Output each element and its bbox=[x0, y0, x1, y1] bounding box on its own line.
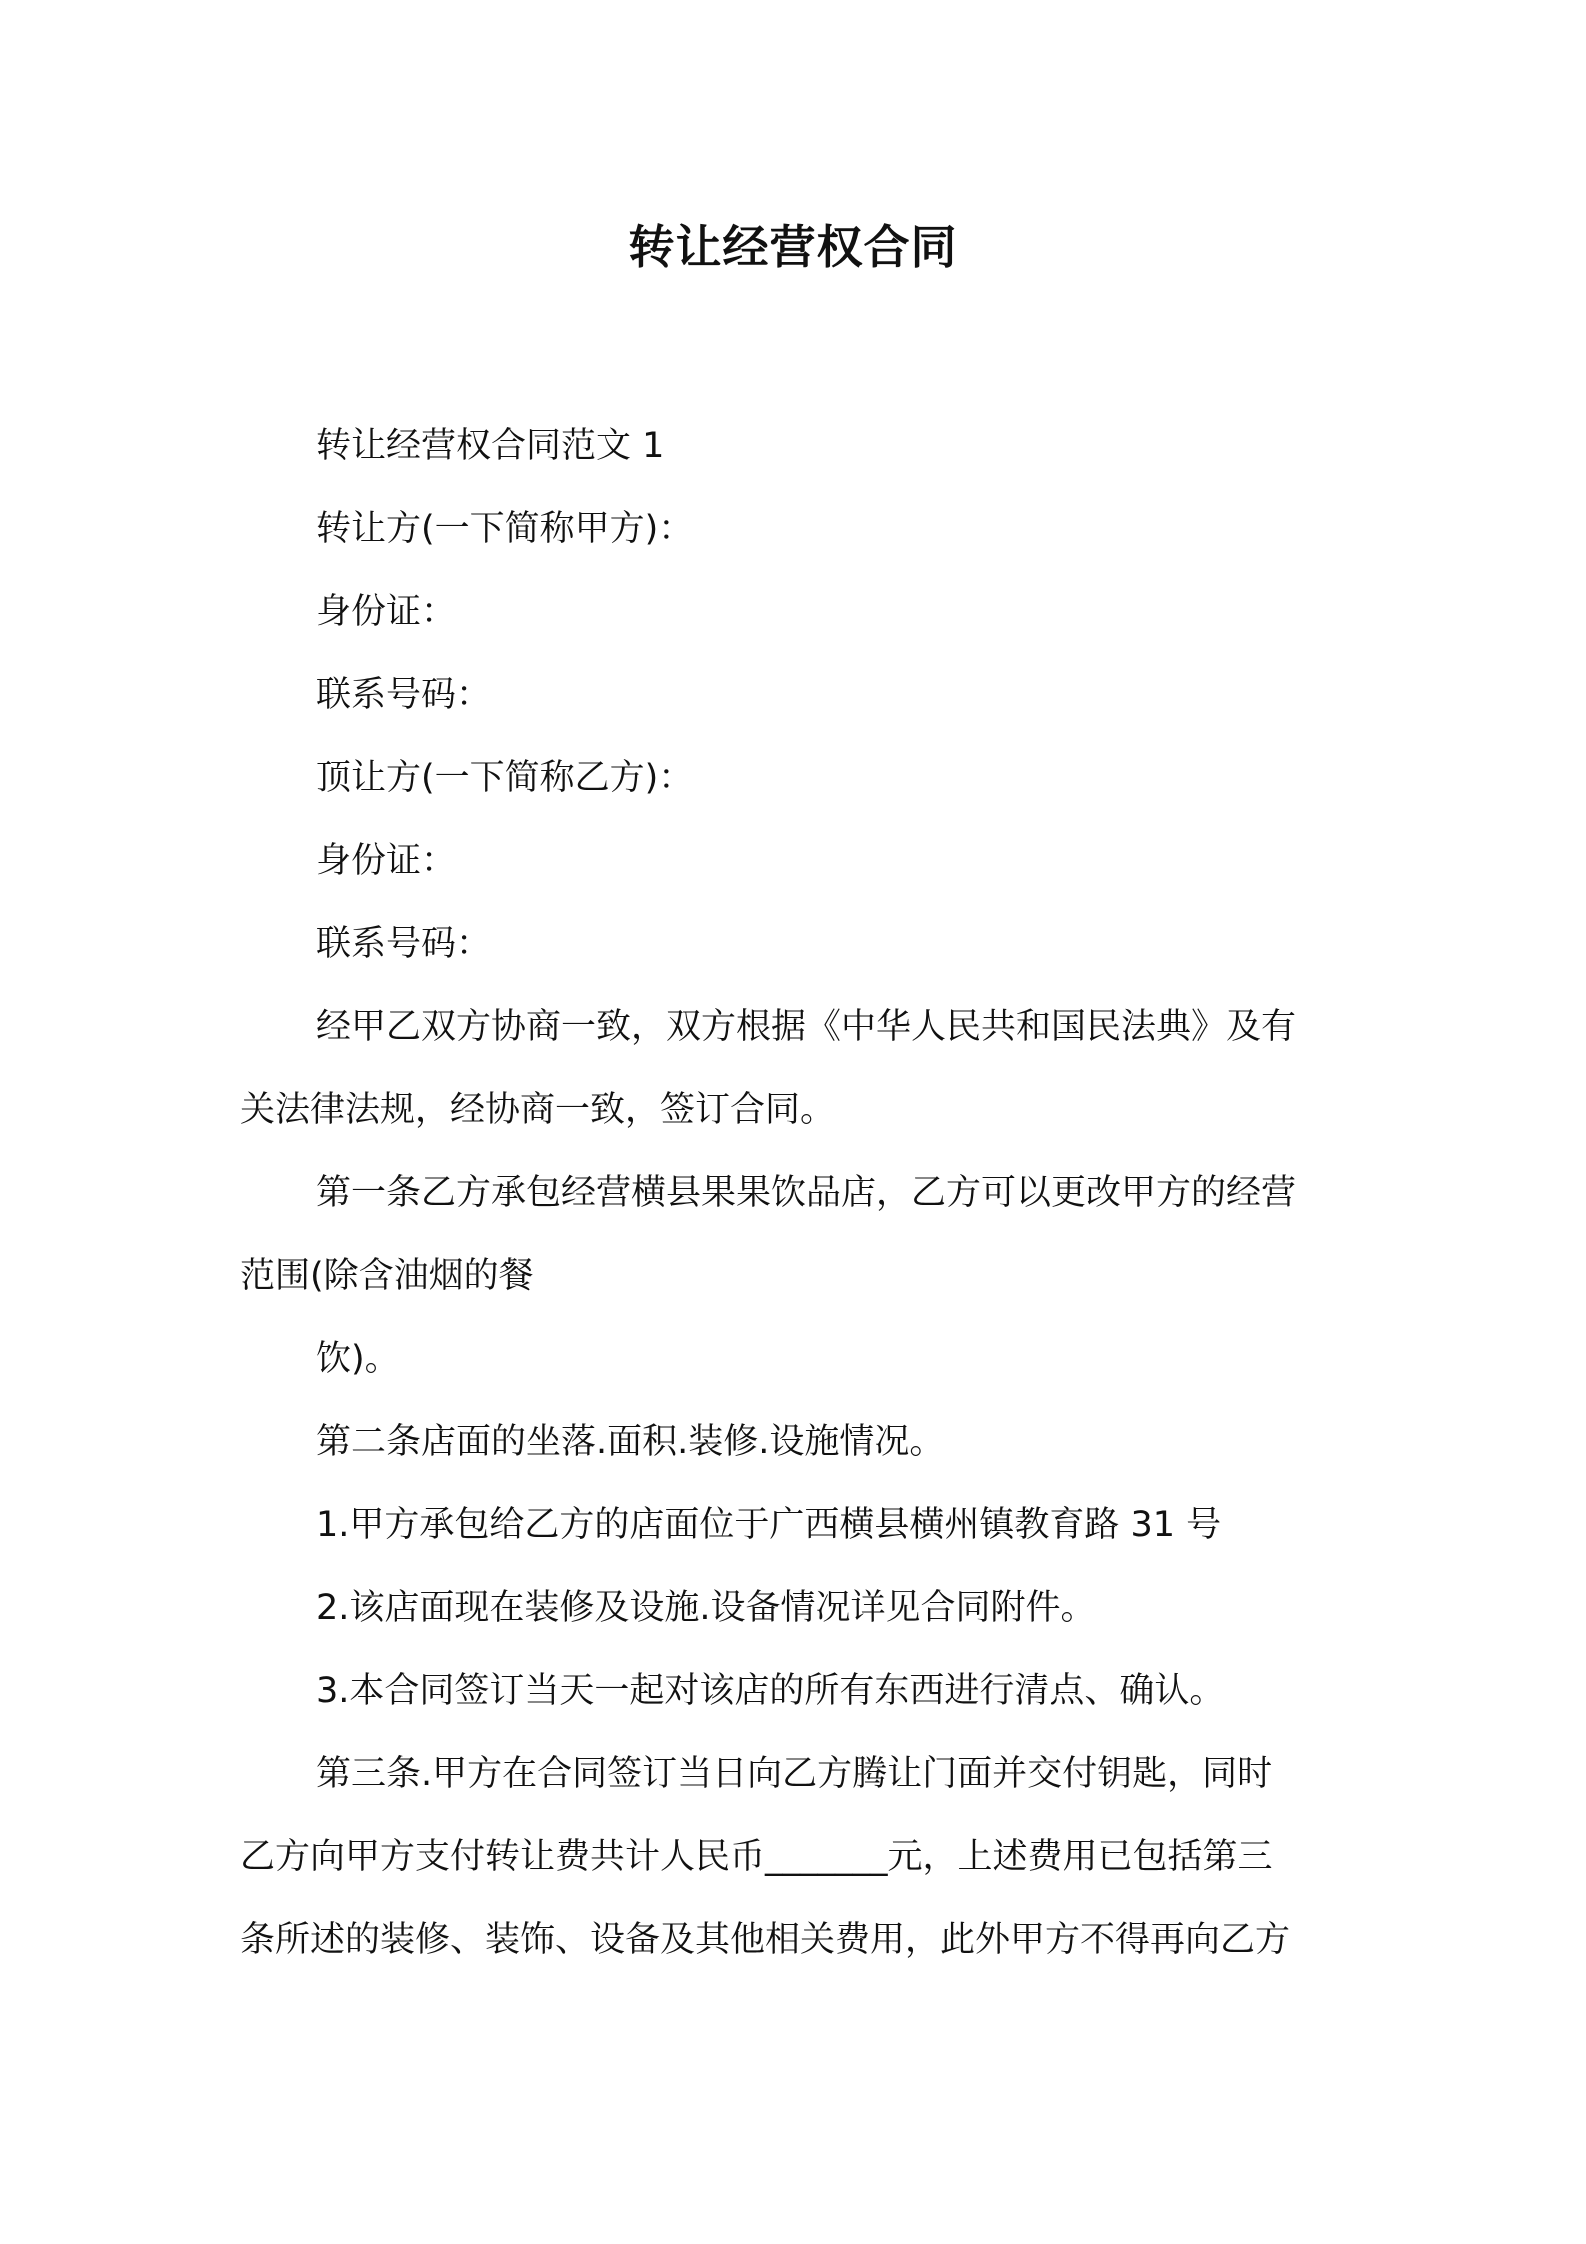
body-line: 第二条店面的坐落.面积.装修.设施情况。 bbox=[316, 1422, 945, 1462]
body-line: 身份证： bbox=[316, 841, 457, 881]
body-line: 顶让方(一下简称乙方)： bbox=[316, 758, 694, 798]
body-line: 第三条.甲方在合同签订当日向乙方腾让门面并交付钥匙，同时 bbox=[316, 1754, 1273, 1794]
body-line: 范围(除含油烟的餐 bbox=[240, 1256, 534, 1296]
document-body bbox=[240, 405, 1350, 1982]
body-line: 3.本合同签订当天一起对该店的所有东西进行清点、确认。 bbox=[316, 1671, 1225, 1711]
body-line: 乙方向甲方支付转让费共计人民币_______元，上述费用已包括第三 bbox=[240, 1837, 1273, 1877]
body-line: 转让经营权合同范文 1 bbox=[316, 426, 665, 466]
body-line: 关法律法规，经协商一致，签订合同。 bbox=[240, 1090, 836, 1130]
document-title: 转让经营权合同 bbox=[628, 220, 958, 274]
body-line: 联系号码： bbox=[316, 924, 492, 964]
body-line: 条所述的装修、装饰、设备及其他相关费用，此外甲方不得再向乙方 bbox=[240, 1920, 1291, 1960]
body-line: 经甲乙双方协商一致，双方根据《中华人民共和国民法典》及有 bbox=[316, 1007, 1297, 1047]
body-line: 1.甲方承包给乙方的店面位于广西横县横州镇教育路 31 号 bbox=[316, 1505, 1222, 1545]
body-line: 2.该店面现在装修及设施.设备情况详见合同附件。 bbox=[316, 1588, 1096, 1628]
body-line: 饮)。 bbox=[316, 1339, 400, 1379]
body-line: 联系号码： bbox=[316, 675, 492, 715]
body-line: 第一条乙方承包经营横县果果饮品店，乙方可以更改甲方的经营 bbox=[316, 1173, 1297, 1213]
body-line: 转让方(一下简称甲方)： bbox=[316, 509, 694, 549]
body-line: 身份证： bbox=[316, 592, 457, 632]
